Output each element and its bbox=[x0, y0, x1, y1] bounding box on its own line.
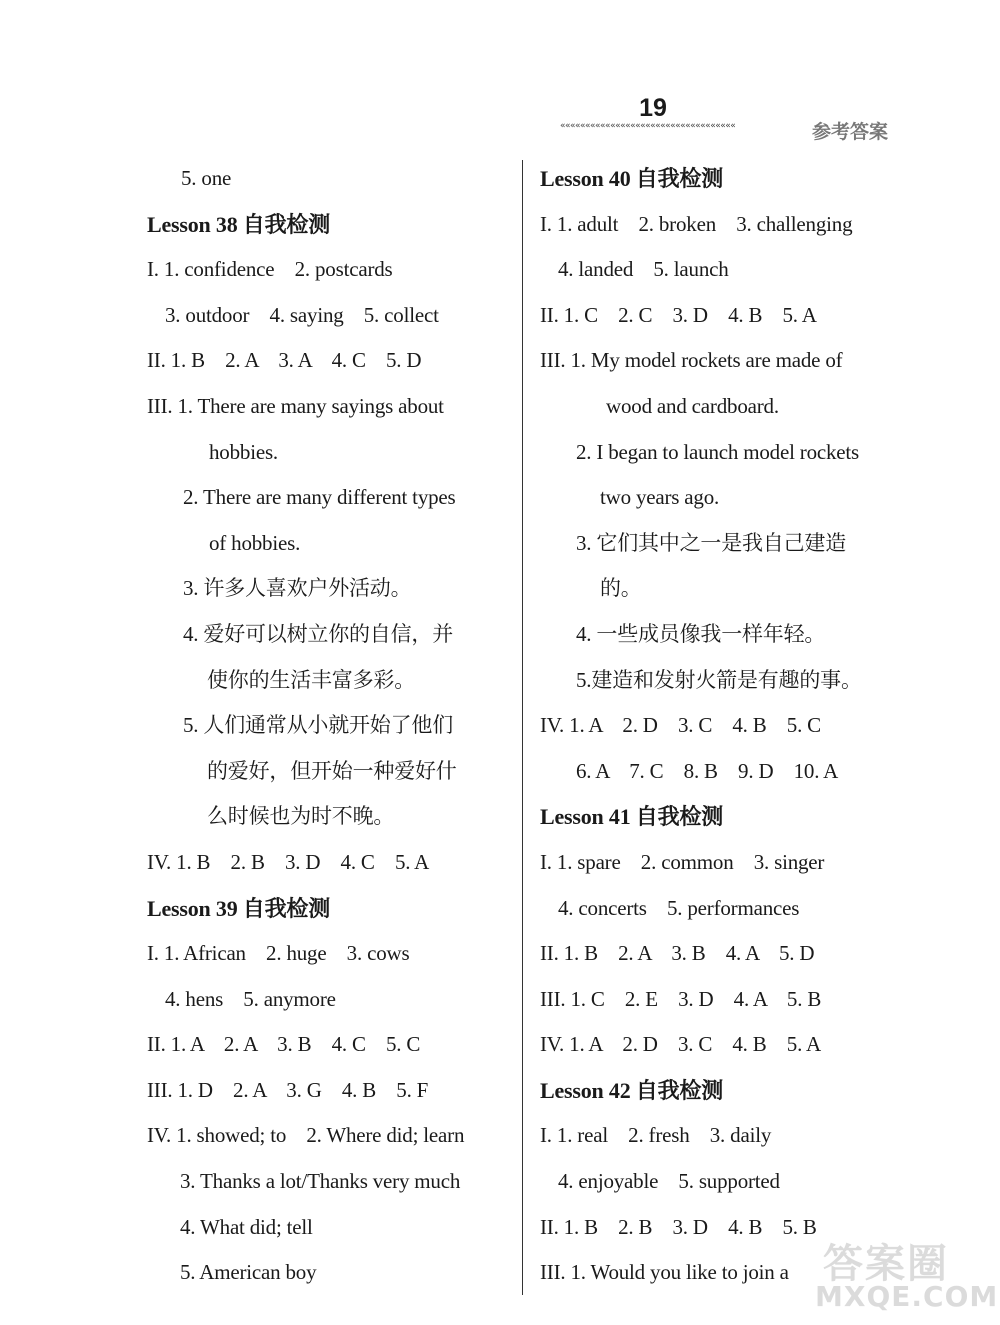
answer-line bbox=[147, 430, 517, 476]
answer-line bbox=[147, 521, 517, 567]
answer-text: 5. 人们通常从小就开始了他们 bbox=[183, 713, 453, 738]
answer-text: I. 1. spare 2. common 3. singer bbox=[540, 849, 825, 874]
page-number: 19 bbox=[639, 94, 667, 122]
answer-text: 4. What did; tell bbox=[180, 1214, 313, 1239]
answer-line bbox=[147, 612, 517, 658]
answer-text: 3. 许多人喜欢户外活动。 bbox=[183, 576, 412, 601]
answer-text: 4. 一些成员像我一样年轻。 bbox=[576, 621, 826, 646]
answer-line bbox=[540, 703, 960, 749]
answer-text: I. 1. African 2. huge 3. cows bbox=[147, 941, 410, 966]
answer-text: IV. 1. B 2. B 3. D 4. C 5. A bbox=[147, 849, 430, 874]
answer-line bbox=[147, 338, 517, 384]
answer-line bbox=[540, 1205, 960, 1251]
lesson-heading-text: Lesson 41 自我检测 bbox=[540, 804, 723, 830]
answer-text: 的爱好，但开始一种爱好什 bbox=[207, 758, 457, 783]
answer-text: III. 1. Would you like to join a bbox=[540, 1260, 789, 1285]
answer-line bbox=[147, 794, 517, 840]
answer-line bbox=[147, 931, 517, 977]
left-answer-column bbox=[147, 156, 517, 1296]
answer-text: 3. 它们其中之一是我自己建造 bbox=[576, 530, 846, 555]
answer-line bbox=[147, 840, 517, 886]
column-divider bbox=[522, 160, 523, 1295]
lesson-heading bbox=[147, 886, 517, 932]
answer-line bbox=[147, 247, 517, 293]
answer-text: of hobbies. bbox=[209, 530, 301, 555]
answer-text: 的。 bbox=[600, 576, 642, 601]
answer-text: III. 1. C 2. E 3. D 4. A 5. B bbox=[540, 986, 822, 1011]
answer-text: II. 1. B 2. A 3. A 4. C 5. D bbox=[147, 348, 422, 373]
answer-text: 4. landed 5. launch bbox=[558, 257, 729, 282]
lesson-heading bbox=[540, 1068, 960, 1114]
answer-text: 么时候也为时不晚。 bbox=[207, 804, 395, 829]
answer-line bbox=[540, 1113, 960, 1159]
answer-text: 3. outdoor 4. saying 5. collect bbox=[165, 302, 439, 327]
answer-line bbox=[147, 703, 517, 749]
answer-text: II. 1. B 2. A 3. B 4. A 5. D bbox=[540, 941, 815, 966]
lesson-heading-text: Lesson 38 自我检测 bbox=[147, 211, 330, 237]
answer-text: III. 1. There are many sayings about bbox=[147, 393, 444, 418]
answer-text: 4. concerts 5. performances bbox=[558, 895, 800, 920]
answer-text: 6. A 7. C 8. B 9. D 10. A bbox=[576, 758, 839, 783]
answer-line bbox=[540, 1022, 960, 1068]
answer-text: hobbies. bbox=[209, 439, 278, 464]
answer-text: I. 1. real 2. fresh 3. daily bbox=[540, 1123, 772, 1148]
answer-text: wood and cardboard. bbox=[606, 393, 779, 418]
answer-text: IV. 1. A 2. D 3. C 4. B 5. A bbox=[540, 1032, 821, 1057]
answer-text: two years ago. bbox=[600, 485, 720, 510]
answer-line bbox=[147, 566, 517, 612]
answer-line bbox=[540, 566, 960, 612]
answer-text: III. 1. D 2. A 3. G 4. B 5. F bbox=[147, 1077, 429, 1102]
answer-text: 4. 爱好可以树立你的自信，并 bbox=[183, 621, 453, 646]
answer-line bbox=[540, 293, 960, 339]
answer-text: 5.建造和发射火箭是有趣的事。 bbox=[576, 667, 862, 692]
answer-text: II. 1. A 2. A 3. B 4. C 5. C bbox=[147, 1032, 421, 1057]
answer-line bbox=[147, 1022, 517, 1068]
answer-line bbox=[540, 338, 960, 384]
answer-text: III. 1. My model rockets are made of bbox=[540, 348, 843, 373]
answer-line bbox=[540, 977, 960, 1023]
answer-line bbox=[147, 293, 517, 339]
answer-text: 3. Thanks a lot/Thanks very much bbox=[180, 1169, 461, 1194]
answer-line bbox=[540, 202, 960, 248]
answer-line bbox=[147, 1068, 517, 1114]
lesson-heading bbox=[540, 794, 960, 840]
lesson-heading bbox=[147, 202, 517, 248]
answer-line bbox=[540, 931, 960, 977]
section-label: 参考答案 bbox=[812, 121, 889, 143]
answer-line bbox=[540, 886, 960, 932]
lesson-heading-text: Lesson 39 自我检测 bbox=[147, 895, 330, 921]
answer-text: 4. hens 5. anymore bbox=[165, 986, 336, 1011]
answer-text: 2. There are many different types bbox=[183, 485, 456, 510]
answer-line bbox=[540, 840, 960, 886]
answer-line bbox=[147, 1113, 517, 1159]
answer-line bbox=[540, 384, 960, 430]
answer-text: II. 1. C 2. C 3. D 4. B 5. A bbox=[540, 302, 817, 327]
answer-line bbox=[540, 1159, 960, 1205]
lesson-heading bbox=[540, 156, 960, 202]
answer-text: 5. American boy bbox=[180, 1260, 317, 1285]
lesson-heading-text: Lesson 42 自我检测 bbox=[540, 1077, 723, 1103]
answer-line bbox=[540, 430, 960, 476]
answer-line bbox=[540, 475, 960, 521]
answer-line bbox=[540, 247, 960, 293]
answer-line bbox=[147, 658, 517, 704]
answer-line bbox=[147, 1250, 517, 1296]
right-answer-column bbox=[540, 156, 960, 1296]
answer-text: IV. 1. showed; to 2. Where did; learn bbox=[147, 1123, 465, 1148]
answer-line bbox=[147, 384, 517, 430]
answer-text: 4. enjoyable 5. supported bbox=[558, 1169, 780, 1194]
answer-line bbox=[147, 977, 517, 1023]
watermark-cn: 答案圈 bbox=[823, 1241, 949, 1287]
answer-line bbox=[147, 156, 517, 202]
answer-line bbox=[147, 475, 517, 521]
answer-line bbox=[540, 521, 960, 567]
watermark-en: MXQE.COM bbox=[815, 1280, 999, 1313]
answer-text: 5. one bbox=[181, 166, 232, 190]
answer-text: II. 1. B 2. B 3. D 4. B 5. B bbox=[540, 1214, 817, 1239]
answer-line bbox=[147, 1205, 517, 1251]
answer-text: IV. 1. A 2. D 3. C 4. B 5. C bbox=[540, 713, 821, 738]
answer-line bbox=[540, 658, 960, 704]
lesson-heading-text: Lesson 40 自我检测 bbox=[540, 166, 723, 191]
answer-line bbox=[147, 749, 517, 795]
answer-line bbox=[540, 749, 960, 795]
answer-text: 2. I began to launch model rockets bbox=[576, 439, 860, 464]
answer-line bbox=[540, 1250, 960, 1296]
answer-text: I. 1. confidence 2. postcards bbox=[147, 257, 393, 282]
answer-line bbox=[540, 612, 960, 658]
answer-line bbox=[147, 1159, 517, 1205]
answer-text: 使你的生活丰富多彩。 bbox=[207, 667, 415, 692]
header-decorative-rule: ««««««««««««««««««««««««««««««««««« bbox=[560, 121, 736, 131]
answer-text: I. 1. adult 2. broken 3. challenging bbox=[540, 211, 853, 236]
